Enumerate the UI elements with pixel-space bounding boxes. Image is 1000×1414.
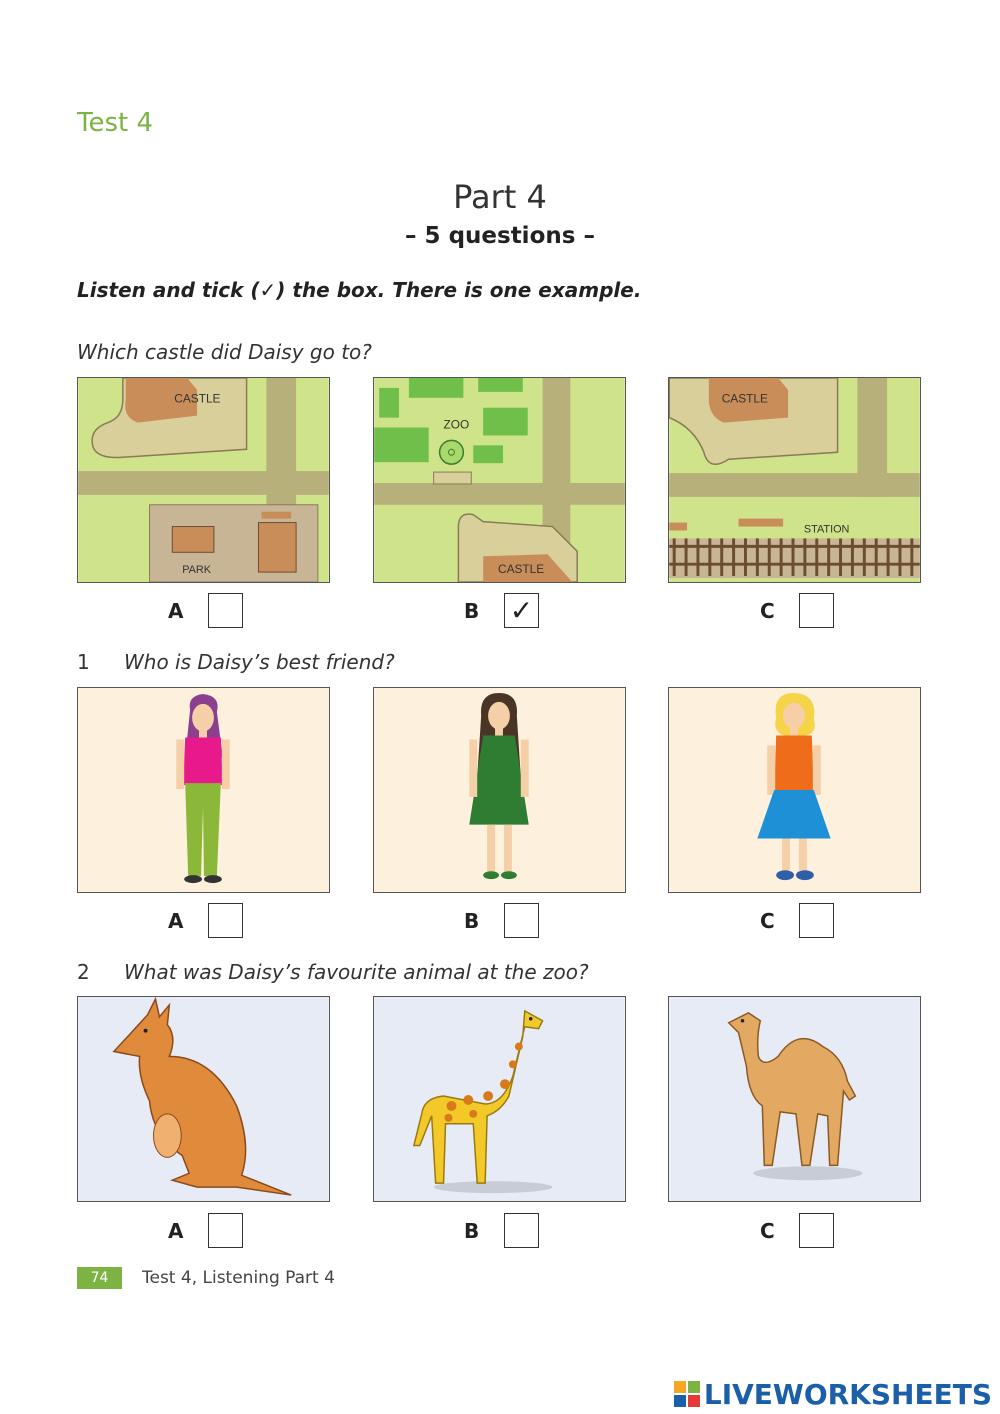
option-letter: A	[168, 599, 184, 623]
option-letter: B	[464, 1219, 480, 1243]
question-example	[77, 340, 372, 364]
map-label: CASTLE	[174, 391, 221, 406]
question-2	[77, 960, 589, 984]
tick-box[interactable]	[208, 1213, 243, 1248]
liveworksheets-icon	[674, 1381, 700, 1407]
picture-girl-orange-top	[668, 687, 921, 893]
question-number: 1	[77, 650, 90, 674]
map-label: STATION	[803, 523, 850, 536]
tick-box[interactable]	[208, 593, 243, 628]
question-1	[77, 650, 395, 674]
brand-logo	[674, 1378, 992, 1411]
map-label: CASTLE	[721, 391, 768, 406]
picture-map-castle-park	[77, 377, 330, 583]
map-label: ZOO	[443, 417, 470, 432]
option-letter: C	[760, 599, 775, 623]
part-subtitle: – 5 questions –	[405, 223, 595, 249]
instruction: Listen and tick (✓) the box. There is one example.	[77, 278, 642, 302]
tick-box[interactable]	[208, 903, 243, 938]
page-number: 74	[77, 1267, 122, 1289]
tick-box[interactable]: ✓	[504, 593, 539, 628]
tick-box[interactable]	[799, 903, 834, 938]
brand-name: LIVEWORKSHEETS	[703, 1378, 992, 1411]
test-label: Test 4	[77, 108, 154, 138]
question-text: What was Daisy’s favourite animal at the zoo?	[124, 960, 589, 984]
map-label: PARK	[182, 564, 212, 577]
tick-box[interactable]	[799, 1213, 834, 1248]
picture-map-zoo-castle	[373, 377, 626, 583]
question-text: Which castle did Daisy go to?	[77, 340, 372, 364]
option-letter: A	[168, 1219, 184, 1243]
tick-box[interactable]	[504, 903, 539, 938]
picture-map-castle-station	[668, 377, 921, 583]
option-letter: B	[464, 599, 480, 623]
question-text: Who is Daisy’s best friend?	[124, 650, 395, 674]
picture-camel	[668, 996, 921, 1202]
picture-kangaroo	[77, 996, 330, 1202]
tick-box[interactable]	[504, 1213, 539, 1248]
option-letter: C	[760, 909, 775, 933]
map-label: CASTLE	[498, 562, 545, 577]
picture-girl-green-dress	[373, 687, 626, 893]
part-title: Part 4	[453, 178, 547, 216]
option-letter: A	[168, 909, 184, 933]
question-number: 2	[77, 960, 90, 984]
footer-text: Test 4, Listening Part 4	[142, 1268, 335, 1288]
option-letter: B	[464, 909, 480, 933]
option-letter: C	[760, 1219, 775, 1243]
picture-girl-pink-top	[77, 687, 330, 893]
picture-giraffe	[373, 996, 626, 1202]
tick-box[interactable]	[799, 593, 834, 628]
